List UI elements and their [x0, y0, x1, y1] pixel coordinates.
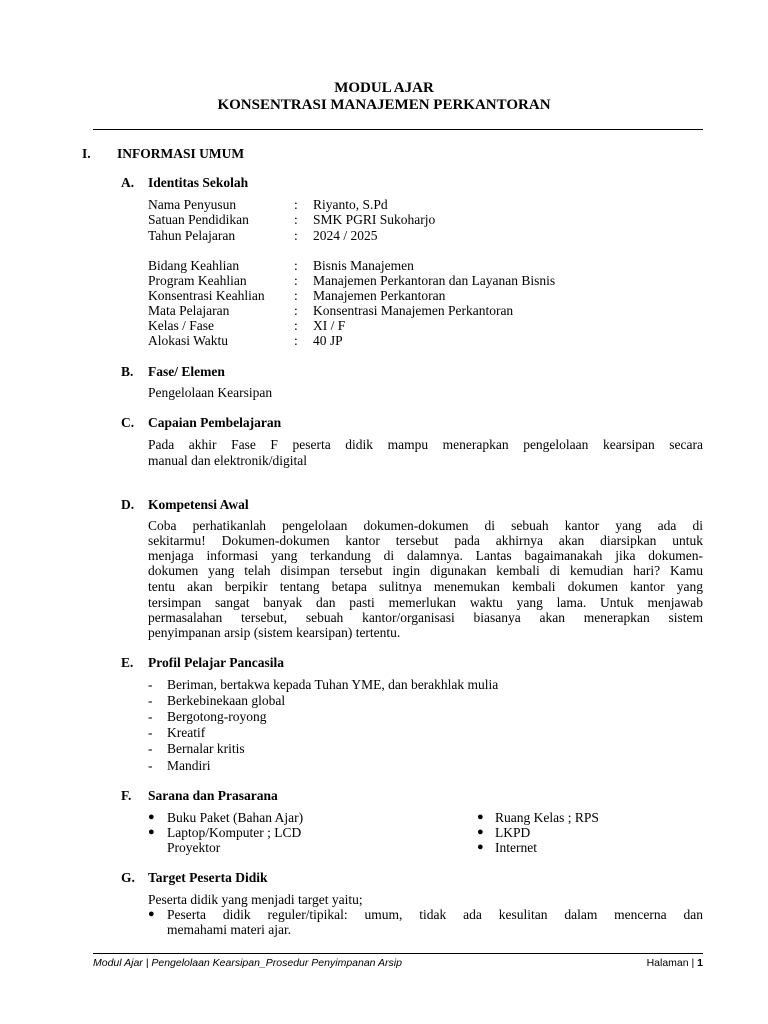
paragraph-line: permasalahan tersebut, sebuah kantor/organisasi biasanya akan menerapkan sistem [148, 610, 703, 625]
subsection-letter-f: F. [121, 788, 132, 803]
list-item-text: Bergotong-royong [167, 709, 267, 724]
list-item-text: Laptop/Komputer ; LCD [167, 825, 302, 840]
identity-label: Konsentrasi Keahlian [148, 288, 265, 303]
subsection-title-target: Target Peserta Didik [148, 870, 268, 885]
list-item-text: Ruang Kelas ; RPS [495, 810, 599, 825]
identity-colon: : [294, 273, 298, 288]
footer-page-indicator [647, 957, 703, 969]
bullet-marker: ● [477, 811, 484, 823]
identity-colon: : [294, 197, 298, 212]
footer-page-number: 1 [697, 957, 703, 969]
list-item-text: Bernalar kritis [167, 741, 245, 756]
target-intro: Peserta didik yang menjadi target yaitu; [148, 892, 363, 907]
footer-document-name: Modul Ajar | Pengelolaan Kearsipan_Prosedur Penyimpanan Arsip [93, 957, 402, 969]
subsection-letter-e: E. [121, 655, 134, 670]
paragraph-line: Peserta didik reguler/tipikal: umum, tidak ada kesulitan dalam mencerna dan [167, 907, 703, 922]
bullet-marker: ● [148, 811, 155, 823]
subsection-letter-g: G. [121, 870, 135, 885]
dash-marker: - [148, 741, 153, 756]
dash-marker: - [148, 709, 153, 724]
list-item-text: LKPD [495, 825, 531, 840]
bullet-marker: ● [477, 826, 484, 838]
identity-colon: : [294, 258, 298, 273]
bullet-marker: ● [148, 908, 155, 920]
list-item-text: Berkebinekaan global [167, 693, 286, 708]
paragraph-line: tersimpan sangat banyak dan pasti memerlukan waktu yang lama. Untuk menjawab [148, 595, 703, 610]
subsection-title-identitas: Identitas Sekolah [148, 175, 249, 190]
paragraph-line: penyimpanan arsip (sistem kearsipan) tertentu. [148, 625, 401, 640]
identity-colon: : [294, 333, 298, 348]
identity-label: Kelas / Fase [148, 318, 214, 333]
identity-value: Manajemen Perkantoran dan Layanan Bisnis [313, 273, 556, 288]
subsection-letter-b: B. [121, 364, 134, 379]
identity-value: Konsentrasi Manajemen Perkantoran [313, 303, 514, 318]
subsection-letter-d: D. [121, 497, 135, 512]
paragraph-line: dokumen yang telah disimpan tersebut ingin digunakan kembali di kemudian hari? Kamu [148, 563, 703, 578]
subsection-title-fase: Fase/ Elemen [148, 364, 225, 379]
bullet-marker: ● [148, 826, 155, 838]
document-title-line1: MODUL AJAR [334, 80, 434, 96]
list-item-text: Proyektor [167, 840, 221, 855]
subsection-letter-a: A. [121, 175, 135, 190]
list-item-text: Internet [495, 840, 537, 855]
identity-label: Satuan Pendidikan [148, 212, 249, 227]
identity-label: Alokasi Waktu [148, 333, 229, 348]
identity-value: SMK PGRI Sukoharjo [313, 212, 436, 227]
paragraph-line: memahami materi ajar. [167, 922, 292, 937]
footer-divider [93, 953, 703, 954]
subsection-letter-c: C. [121, 415, 135, 430]
list-item-text: Mandiri [167, 758, 211, 773]
identity-colon: : [294, 212, 298, 227]
dash-marker: - [148, 725, 153, 740]
bullet-marker: ● [477, 841, 484, 853]
subsection-title-profil: Profil Pelajar Pancasila [148, 655, 284, 670]
identity-label: Nama Penyusun [148, 197, 237, 212]
dash-marker: - [148, 758, 153, 773]
identity-value: 2024 / 2025 [313, 228, 378, 243]
footer-page-label: Halaman | [646, 957, 698, 969]
paragraph-line: sekitarmu! Dokumen-dokumen kantor tersebut pada akhirnya akan diarsipkan untuk [148, 533, 703, 548]
section-title: INFORMASI UMUM [117, 146, 245, 161]
identity-colon: : [294, 228, 298, 243]
paragraph-line: Coba perhatikanlah pengelolaan dokumen-dokumen di sebuah kantor yang ada di [148, 518, 703, 533]
section-numeral: I. [82, 146, 91, 161]
identity-colon: : [294, 303, 298, 318]
identity-value: Bisnis Manajemen [313, 258, 414, 273]
title-divider [93, 129, 703, 130]
identity-label: Bidang Keahlian [148, 258, 240, 273]
identity-label: Tahun Pelajaran [148, 228, 236, 243]
identity-label: Program Keahlian [148, 273, 247, 288]
paragraph-line: menjaga informasi yang terkandung di dalamnya. Lantas bagaimanakah jika dokumen- [148, 548, 703, 563]
identity-label: Mata Pelajaran [148, 303, 230, 318]
subsection-title-capaian: Capaian Pembelajaran [148, 415, 282, 430]
dash-marker: - [148, 677, 153, 692]
list-item-text: Kreatif [167, 725, 206, 740]
subsection-title-kompetensi: Kompetensi Awal [148, 497, 249, 512]
document-title-line2: KONSENTRASI MANAJEMEN PERKANTORAN [217, 97, 551, 113]
identity-colon: : [294, 318, 298, 333]
dash-marker: - [148, 693, 153, 708]
list-item-text: Buku Paket (Bahan Ajar) [167, 810, 304, 825]
paragraph-line: tentu akan berpikir tentang betapa sulitnya menemukan kembali dokumen kantor yang [148, 579, 703, 594]
paragraph-line: Pada akhir Fase F peserta didik mampu menerapkan pengelolaan kearsipan secara [148, 437, 703, 452]
identity-colon: : [294, 288, 298, 303]
identity-value: Riyanto, S.Pd [313, 197, 388, 212]
identity-value: XI / F [313, 318, 346, 333]
identity-value: 40 JP [313, 333, 343, 348]
identity-value: Manajemen Perkantoran [313, 288, 446, 303]
paragraph-line: manual dan elektronik/digital [148, 453, 307, 468]
subsection-title-sarana: Sarana dan Prasarana [148, 788, 278, 803]
list-item-text: Beriman, bertakwa kepada Tuhan YME, dan berakhlak mulia [167, 677, 499, 692]
fase-element-text: Pengelolaan Kearsipan [148, 385, 273, 400]
